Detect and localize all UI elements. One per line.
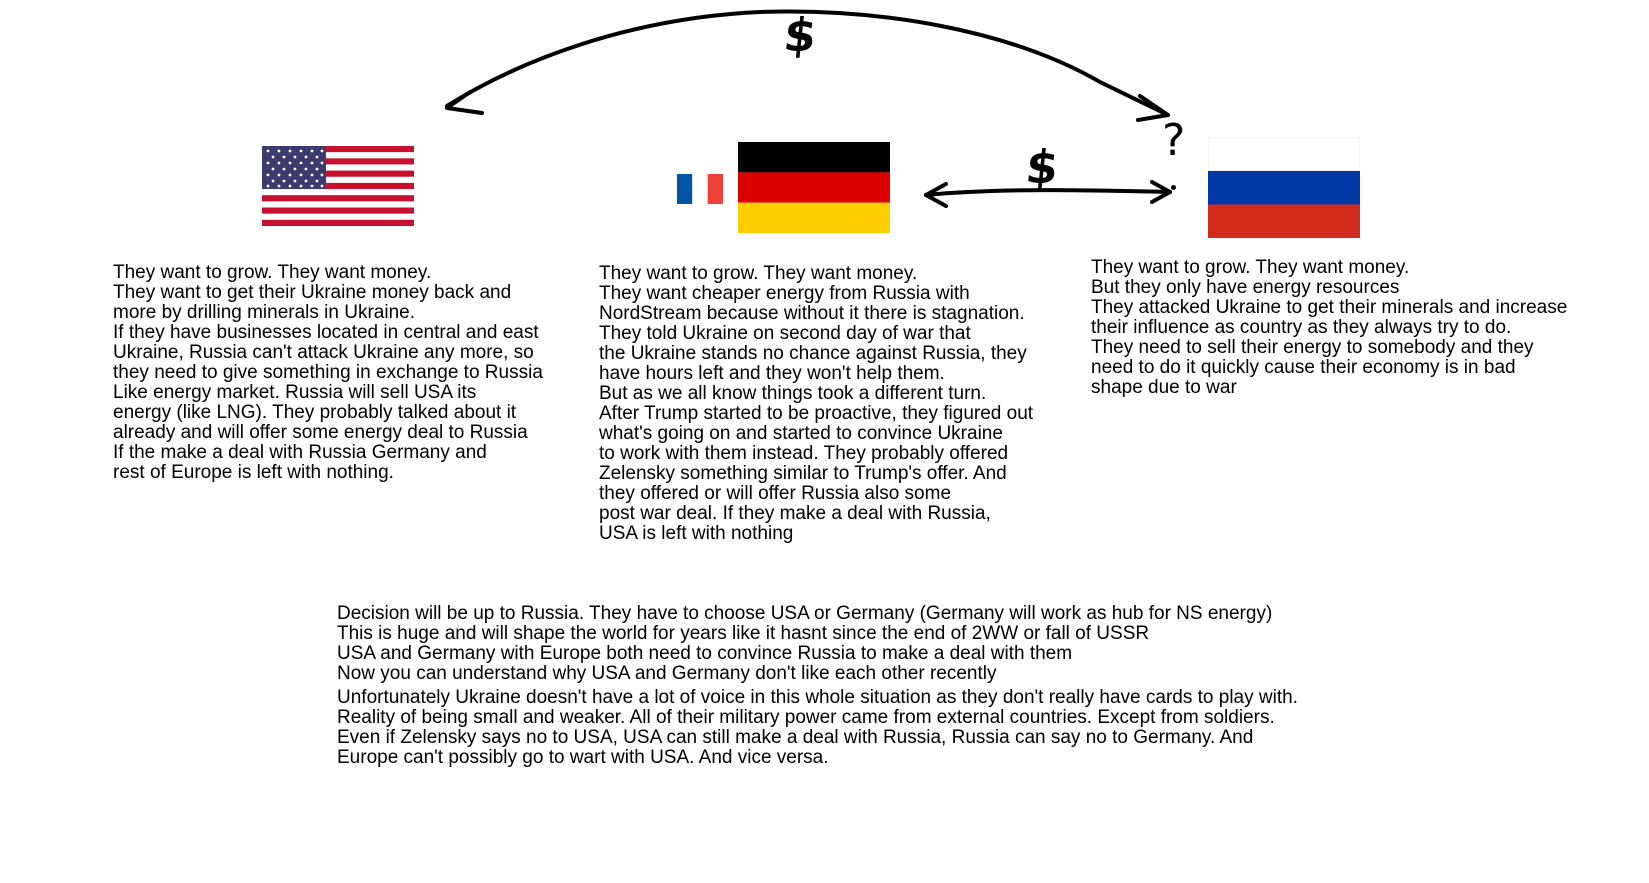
middle-dollar-sign: $	[1023, 140, 1061, 194]
conclusion-paragraph-2: Unfortunately Ukraine doesn't have a lot of voice in this whole situation as they don't really have cards to play with. Reality of being small and weaker. All of their military power came from external countries. Except from soldiers. Even if Zelensky says no to USA, USA can still make a deal with Russia, Russia can say no to Germany. And Europe can't possibly go to wart with USA. And vice versa.	[337, 687, 1298, 768]
germany-description: They want to grow. They want money. They want cheaper energy from Russia with NordStream because without it there is stagnation. They told Ukraine on second day of war that the Ukraine stands no chance against Russia, they have hours left and they won't help them. But as we all know things took a different turn. After Trump started to be proactive, they figured out what's going on and started to convince Ukraine to work with them instead. They probably offered Zelensky something similar to Trump's offer. And they offered or will offer Russia also some post war deal. If they make a deal with Russia, USA is left with nothing	[599, 263, 1034, 544]
france-flag	[677, 174, 723, 204]
russia-question-mark: ?	[1162, 115, 1186, 166]
usa-arrowhead	[447, 92, 482, 113]
conclusion-paragraph-1: Decision will be up to Russia. They have to choose USA or Germany (Germany will work as hub for NS energy) This is huge and will shape the world for years like it hasnt since the end of 2WW or fall of USSR USA and Germany with Europe both need to convince Russia to make a deal with them Now you can understand why USA and Germany don't like each other recently	[337, 603, 1273, 684]
question-mark-dot	[1171, 185, 1176, 190]
usa-description: They want to grow. They want money. They want to get their Ukraine money back and more by drilling minerals in Ukraine. If they have businesses located in central and east Ukraine, Russia can't attack Ukraine any more, so they need to give something in exchange to Russia Like energy market. Russia will sell USA its energy (like LNG). They probably talked about it already and will offer some energy deal to Russia If the make a deal with Russia Germany and rest of Europe is left with nothing.	[113, 262, 543, 483]
russia-description: They want to grow. They want money. But they only have energy resources They attacked Ukraine to get their minerals and increase their influence as country as they always try to do. They need to sell their energy to somebody and they need to do it quickly cause their economy is in bad shape due to war	[1091, 257, 1568, 398]
germany-flag	[738, 142, 890, 233]
russia-flag	[1208, 137, 1360, 238]
top-dollar-sign: $	[781, 8, 819, 62]
usa-flag	[262, 146, 414, 226]
